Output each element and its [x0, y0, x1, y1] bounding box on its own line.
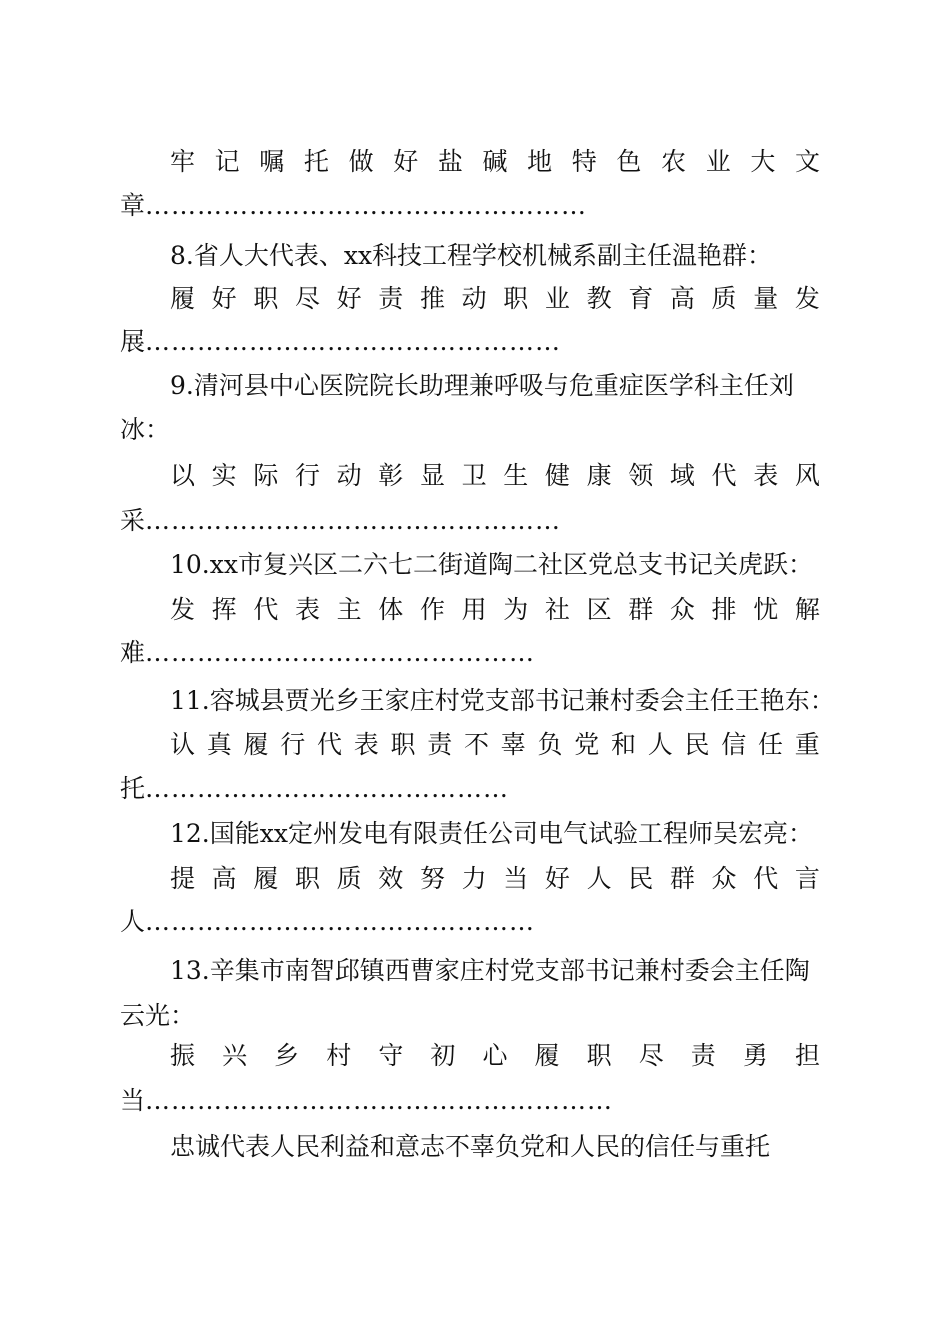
- entry-heading: 忠诚代表人民利益和意志不辜负党和人民的信任与重托: [170, 1132, 771, 1161]
- line-char: 群: [628, 595, 654, 624]
- line-char: 职: [586, 1041, 612, 1070]
- line-char: 负: [537, 730, 563, 759]
- line-char: 众: [669, 595, 695, 624]
- line-char: 际: [253, 461, 279, 490]
- entry-heading: 13.辛集市南智邱镇西曹家庄村党支部书记兼村委会主任陶: [170, 956, 810, 985]
- line-char: 卫: [461, 461, 487, 490]
- line-char: 动: [461, 284, 487, 313]
- line-char: 解: [794, 595, 820, 624]
- toc-last-char: 采: [120, 506, 146, 535]
- line-char: 责: [378, 284, 404, 313]
- line-char: 色: [616, 147, 642, 176]
- entry-heading: 10.xx市复兴区二六七二街道陶二社区党总支书记关虎跃：: [170, 550, 813, 579]
- justified-line: [170, 863, 820, 895]
- line-char: 健: [544, 461, 570, 490]
- line-char: 推: [419, 284, 445, 313]
- toc-last-char: 难: [120, 638, 146, 667]
- line-char: 记: [214, 147, 240, 176]
- line-char: 表: [353, 730, 379, 759]
- line-char: 动: [336, 461, 362, 490]
- line-char: 代: [753, 864, 779, 893]
- line-char: 质: [711, 284, 737, 313]
- line-char: 行: [294, 461, 320, 490]
- toc-last-char: 章: [120, 191, 146, 220]
- line-char: 履: [534, 1041, 560, 1070]
- line-char: 好: [336, 284, 362, 313]
- line-char: 发: [794, 284, 820, 313]
- line-char: 业: [705, 147, 731, 176]
- line-char: 职: [503, 284, 529, 313]
- line-char: 信: [721, 730, 747, 759]
- line-char: 代: [253, 595, 279, 624]
- toc-leader-line: [120, 906, 535, 938]
- line-char: 振: [170, 1041, 196, 1070]
- line-char: 区: [586, 595, 612, 624]
- line-char: 育: [628, 284, 654, 313]
- line-char: 任: [758, 730, 784, 759]
- toc-leader-dots: ………………………………………: [145, 907, 536, 936]
- line-char: 文: [794, 147, 820, 176]
- line-char: 履: [243, 730, 269, 759]
- line-char: 初: [430, 1041, 456, 1070]
- justified-line: [170, 1040, 820, 1072]
- justified-line: [170, 729, 820, 761]
- line-char: 忧: [753, 595, 779, 624]
- entry-heading: 12.国能xx定州发电有限责任公司电气试验工程师吴宏亮：: [170, 819, 813, 848]
- line-char: 发: [170, 595, 196, 624]
- continuation-line: 云光：: [120, 1001, 196, 1030]
- line-char: 好: [211, 284, 237, 313]
- toc-leader-dots: ……………………………………………: [145, 191, 588, 220]
- line-char: 履: [253, 864, 279, 893]
- line-char: 作: [419, 595, 445, 624]
- line-char: 履: [170, 284, 196, 313]
- line-char: 和: [611, 730, 637, 759]
- line-char: 心: [482, 1041, 508, 1070]
- line-char: 风: [794, 461, 820, 490]
- line-char: 实: [211, 461, 237, 490]
- line-char: 真: [206, 730, 232, 759]
- line-char: 代: [711, 461, 737, 490]
- line-char: 地: [527, 147, 553, 176]
- line-char: 托: [303, 147, 329, 176]
- line-char: 好: [544, 864, 570, 893]
- line-char: 社: [544, 595, 570, 624]
- entry-heading: 9.清河县中心医院院长助理兼呼吸与危重症医学科主任刘: [170, 371, 794, 400]
- line-char: 彰: [378, 461, 404, 490]
- line-char: 责: [690, 1041, 716, 1070]
- toc-leader-line: [120, 773, 509, 805]
- justified-line: [170, 283, 820, 315]
- line-char: 职: [390, 730, 416, 759]
- line-char: 牢: [170, 147, 196, 176]
- line-char: 大: [750, 147, 776, 176]
- line-char: 尽: [638, 1041, 664, 1070]
- toc-leader-dots: ………………………………………: [145, 638, 536, 667]
- line-char: 效: [378, 864, 404, 893]
- line-char: 提: [170, 864, 196, 893]
- toc-leader-line: [120, 637, 535, 669]
- line-char: 生: [503, 461, 529, 490]
- line-char: 群: [669, 864, 695, 893]
- toc-leader-dots: ……………………………………: [145, 774, 510, 803]
- line-char: 盐: [437, 147, 463, 176]
- line-char: 嘱: [259, 147, 285, 176]
- line-char: 众: [711, 864, 737, 893]
- entry-heading: 8.省人大代表、xx科技工程学校机械系副主任温艳群：: [170, 241, 773, 270]
- line-char: 显: [419, 461, 445, 490]
- line-char: 民: [684, 730, 710, 759]
- line-char: 职: [294, 864, 320, 893]
- toc-leader-line: [120, 190, 587, 222]
- line-char: 当: [503, 864, 529, 893]
- line-char: 责: [427, 730, 453, 759]
- line-char: 表: [753, 461, 779, 490]
- entry-heading: 11.容城县贾光乡王家庄村党支部书记兼村委会主任王艳东：: [170, 686, 835, 715]
- toc-leader-dots: …………………………………………: [145, 506, 562, 535]
- line-char: 碱: [482, 147, 508, 176]
- line-char: 高: [211, 864, 237, 893]
- line-char: 量: [753, 284, 779, 313]
- line-char: 康: [586, 461, 612, 490]
- justified-line: [170, 594, 820, 626]
- line-char: 努: [419, 864, 445, 893]
- line-char: 认: [170, 730, 196, 759]
- line-char: 表: [294, 595, 320, 624]
- line-char: 担: [794, 1041, 820, 1070]
- justified-line: [170, 460, 820, 492]
- toc-leader-line: [120, 1085, 613, 1117]
- line-char: 农: [661, 147, 687, 176]
- line-char: 主: [336, 595, 362, 624]
- toc-leader-dots: …………………………………………: [145, 327, 562, 356]
- continuation-line: 冰：: [120, 415, 171, 444]
- toc-leader-line: [120, 505, 561, 537]
- line-char: 村: [326, 1041, 352, 1070]
- line-char: 做: [348, 147, 374, 176]
- line-char: 辜: [500, 730, 526, 759]
- line-char: 域: [669, 461, 695, 490]
- line-char: 以: [170, 461, 196, 490]
- line-char: 尽: [294, 284, 320, 313]
- line-char: 高: [669, 284, 695, 313]
- line-char: 挥: [211, 595, 237, 624]
- line-char: 质: [336, 864, 362, 893]
- line-char: 人: [586, 864, 612, 893]
- line-char: 人: [647, 730, 673, 759]
- line-char: 力: [461, 864, 487, 893]
- toc-last-char: 托: [120, 774, 146, 803]
- line-char: 勇: [742, 1041, 768, 1070]
- line-char: 用: [461, 595, 487, 624]
- line-char: 业: [544, 284, 570, 313]
- toc-last-char: 人: [120, 907, 146, 936]
- toc-leader-line: [120, 326, 561, 358]
- line-char: 好: [393, 147, 419, 176]
- toc-last-char: 展: [120, 327, 146, 356]
- toc-leader-dots: ………………………………………………: [145, 1086, 614, 1115]
- line-char: 乡: [274, 1041, 300, 1070]
- line-char: 排: [711, 595, 737, 624]
- line-char: 领: [628, 461, 654, 490]
- line-char: 教: [586, 284, 612, 313]
- line-char: 党: [574, 730, 600, 759]
- justified-line: [170, 146, 820, 178]
- line-char: 为: [503, 595, 529, 624]
- line-char: 言: [794, 864, 820, 893]
- line-char: 重: [794, 730, 820, 759]
- line-char: 守: [378, 1041, 404, 1070]
- line-char: 兴: [222, 1041, 248, 1070]
- line-char: 代: [317, 730, 343, 759]
- line-char: 特: [571, 147, 597, 176]
- line-char: 职: [253, 284, 279, 313]
- line-char: 体: [378, 595, 404, 624]
- line-char: 行: [280, 730, 306, 759]
- toc-last-char: 当: [120, 1086, 146, 1115]
- line-char: 不: [464, 730, 490, 759]
- line-char: 民: [628, 864, 654, 893]
